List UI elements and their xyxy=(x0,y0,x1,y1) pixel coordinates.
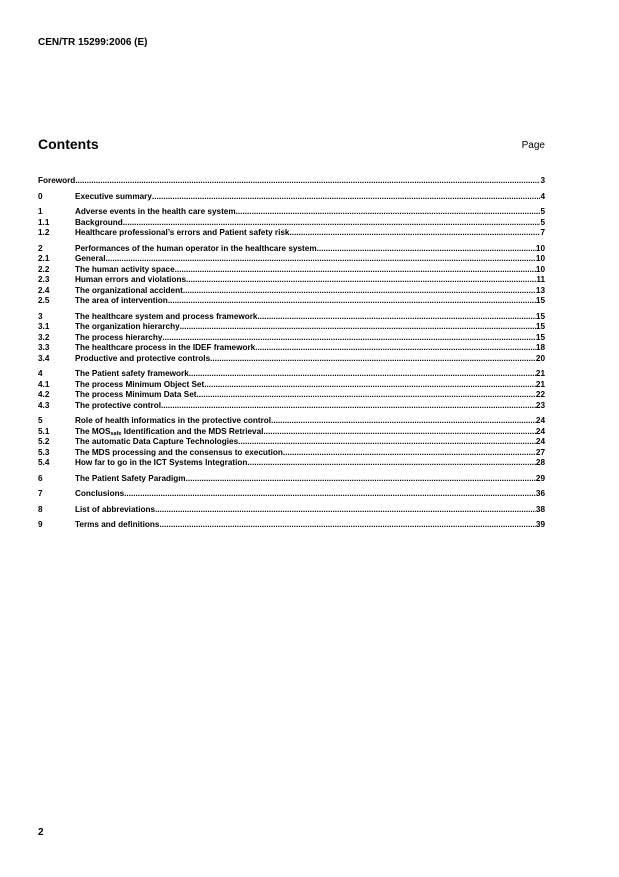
toc-entry-title-text: Background xyxy=(75,217,123,227)
toc-entry-number: 2.4 xyxy=(38,285,50,295)
toc-dot-leader xyxy=(186,474,536,485)
toc-dot-leader xyxy=(210,354,536,365)
toc-entry-title-text: The Patient safety framework xyxy=(75,369,189,378)
toc-entry[interactable] xyxy=(38,312,545,323)
toc-entry-title-text: List of abbreviations xyxy=(75,504,156,514)
toc-dot-leader xyxy=(155,505,536,516)
toc-entry[interactable] xyxy=(38,207,545,218)
toc-entry-title xyxy=(75,254,106,265)
toc-entry[interactable] xyxy=(38,296,545,307)
toc-entry-page: 13 xyxy=(535,285,545,295)
toc-entry[interactable] xyxy=(38,265,545,276)
toc-entry-title-text: The protective control xyxy=(75,400,161,410)
toc-dot-leader xyxy=(236,207,541,218)
document-header: CEN/TR 15299:2006 (E) xyxy=(38,37,148,48)
toc-dot-leader xyxy=(152,192,541,203)
toc-entry[interactable] xyxy=(38,458,545,469)
toc-entry-number: 3.2 xyxy=(38,332,50,342)
toc-entry-number: 2 xyxy=(38,243,43,253)
toc-dot-leader xyxy=(183,286,536,297)
toc-entry-title xyxy=(75,390,196,401)
toc-entry-title xyxy=(75,228,289,239)
toc-entry-page: 39 xyxy=(535,520,545,529)
toc-entry-number: 3.3 xyxy=(38,343,50,352)
toc-dot-leader xyxy=(247,458,535,469)
toc-dot-leader xyxy=(162,333,536,344)
toc-entry-page: 29 xyxy=(535,473,545,483)
toc-entry-title xyxy=(75,437,238,448)
toc-entry-page: 23 xyxy=(535,400,545,410)
toc-entry-title xyxy=(75,474,186,485)
toc-entry[interactable] xyxy=(38,520,545,531)
toc-entry[interactable] xyxy=(38,427,545,438)
toc-entry-number: 2.5 xyxy=(38,296,50,305)
toc-dot-leader xyxy=(75,176,540,187)
toc-entry-title-text: Role of health informatics in the protective control xyxy=(75,416,272,425)
toc-entry[interactable] xyxy=(38,254,545,265)
toc-entry[interactable] xyxy=(38,416,545,427)
toc-entry-number: 1 xyxy=(38,207,43,216)
toc-entry-title xyxy=(75,275,186,286)
toc-entry-title-text: The MDS processing and the consensus to execution xyxy=(75,447,283,457)
toc-entry[interactable] xyxy=(38,437,545,448)
toc-entry[interactable] xyxy=(38,390,545,401)
toc-entry[interactable] xyxy=(38,474,545,485)
toc-entry-number: 4.3 xyxy=(38,400,50,410)
toc-entry[interactable] xyxy=(38,218,545,229)
toc-entry-page: 24 xyxy=(535,416,545,425)
toc-entry[interactable] xyxy=(38,401,545,412)
page-number: 2 xyxy=(38,827,44,838)
toc-dot-leader xyxy=(255,343,536,354)
toc-entry-subscript: safe xyxy=(110,430,122,437)
table-of-contents xyxy=(38,176,545,531)
toc-dot-leader xyxy=(189,369,536,380)
toc-entry-number: 3.4 xyxy=(38,353,50,363)
toc-entry-title xyxy=(75,192,152,203)
toc-entry-title-text: The organizational accident xyxy=(75,285,183,295)
toc-entry-title-text: The organization hierarchy xyxy=(75,322,180,331)
toc-entry[interactable] xyxy=(38,505,545,516)
toc-entry-title-text: Executive summary xyxy=(75,191,152,201)
toc-entry-page: 20 xyxy=(535,353,545,363)
toc-entry-title xyxy=(75,448,283,459)
toc-entry-title-text: The process hierarchy xyxy=(75,332,163,342)
toc-dot-leader xyxy=(159,520,535,531)
toc-entry[interactable] xyxy=(38,228,545,239)
contents-title-row xyxy=(38,136,545,156)
toc-entry-title xyxy=(75,354,210,365)
toc-entry-page: 18 xyxy=(535,343,545,352)
toc-entry-number: 2.3 xyxy=(38,275,50,284)
toc-entry-title-text: General xyxy=(75,254,106,263)
toc-entry-page: 27 xyxy=(535,447,545,457)
toc-entry-title xyxy=(75,369,189,380)
toc-dot-leader xyxy=(106,254,536,265)
toc-entry-number: 6 xyxy=(38,473,43,483)
toc-dot-leader xyxy=(161,401,536,412)
toc-entry-page: 3 xyxy=(540,176,545,185)
toc-entry-title-text: The Patient Safety Paradigm xyxy=(75,473,186,483)
toc-entry-title-text: Productive and protective controls xyxy=(75,353,211,363)
toc-entry-title xyxy=(75,322,180,333)
toc-entry-number: 5.2 xyxy=(38,437,50,446)
toc-entry-title-text: Human errors and violations xyxy=(75,275,187,284)
toc-entry-number: 1.2 xyxy=(38,228,50,237)
toc-dot-leader xyxy=(175,265,536,276)
toc-dot-leader xyxy=(186,275,536,286)
toc-entry[interactable] xyxy=(38,244,545,255)
toc-entry-title-text: The area of intervention xyxy=(75,296,168,305)
toc-entry-title xyxy=(38,176,75,187)
toc-entry-title-text: The healthcare process in the IDEF framework xyxy=(75,343,256,352)
toc-entry-title-text: The process Minimum Object Set xyxy=(75,379,205,389)
toc-entry[interactable] xyxy=(38,380,545,391)
toc-entry-title xyxy=(75,218,123,229)
toc-entry-title xyxy=(75,505,155,516)
toc-entry-number: 3.1 xyxy=(38,322,50,331)
toc-entry[interactable] xyxy=(38,322,545,333)
toc-entry-title-text: The process Minimum Data Set xyxy=(75,390,197,399)
toc-entry-page: 5 xyxy=(540,207,545,216)
toc-entry[interactable] xyxy=(38,369,545,380)
toc-entry-page: 21 xyxy=(535,379,545,389)
toc-dot-leader xyxy=(123,218,541,229)
toc-dot-leader xyxy=(180,322,536,333)
toc-entry-page: 15 xyxy=(535,296,545,305)
toc-entry-number: 5.1 xyxy=(38,426,50,436)
toc-entry-page: 15 xyxy=(535,332,545,342)
toc-entry-page: 21 xyxy=(535,369,545,378)
toc-entry-number: 4 xyxy=(38,369,43,378)
toc-entry-title-text: The human activity space xyxy=(75,264,175,274)
toc-entry-title xyxy=(75,489,124,500)
contents-title: Contents xyxy=(38,136,99,152)
toc-entry-number: 5.3 xyxy=(38,447,50,457)
toc-entry-title xyxy=(75,333,162,344)
toc-entry-title xyxy=(75,343,255,354)
toc-entry-title-text: Terms and definitions xyxy=(75,520,160,529)
toc-entry-page: 38 xyxy=(535,504,545,514)
toc-entry-page: 5 xyxy=(540,217,545,227)
toc-entry-number: 4.1 xyxy=(38,379,50,389)
toc-entry-page: 36 xyxy=(535,489,545,498)
toc-entry[interactable] xyxy=(38,489,545,500)
toc-entry-title-text: The healthcare system and process framework xyxy=(75,311,258,321)
toc-entry-title xyxy=(75,286,183,297)
toc-entry-title-text: The MOS xyxy=(75,426,111,436)
toc-entry-number: 1.1 xyxy=(38,217,50,227)
toc-entry-page: 7 xyxy=(540,228,545,237)
toc-entry[interactable] xyxy=(38,333,545,344)
toc-entry-number: 7 xyxy=(38,489,43,498)
toc-entry[interactable] xyxy=(38,176,545,187)
toc-entry-title-text-continued: Identification and the MDS Retrieval xyxy=(121,426,264,436)
toc-entry-page: 24 xyxy=(535,437,545,446)
toc-entry-number: 2.2 xyxy=(38,264,50,274)
toc-entry-number: 4.2 xyxy=(38,390,50,399)
toc-entry-title-text: Performances of the human operator in the healthcare system xyxy=(75,243,317,253)
toc-entry-page: 10 xyxy=(535,243,545,253)
toc-dot-leader xyxy=(289,228,540,239)
toc-entry[interactable] xyxy=(38,448,545,459)
toc-entry-title xyxy=(75,244,317,255)
toc-entry-title xyxy=(75,520,159,531)
toc-entry-number: 0 xyxy=(38,191,43,201)
toc-entry-page: 22 xyxy=(535,390,545,399)
toc-dot-leader xyxy=(168,296,536,307)
toc-entry-title-text: Conclusions xyxy=(75,489,125,498)
toc-entry-page: 24 xyxy=(535,426,545,436)
toc-entry-title-text: Healthcare professional’s errors and Patient safety risk xyxy=(75,228,290,237)
toc-entry-title xyxy=(75,312,257,323)
toc-dot-leader xyxy=(271,416,536,427)
toc-entry-title xyxy=(75,207,236,218)
toc-entry[interactable] xyxy=(38,192,545,203)
page-column-label: Page xyxy=(521,140,545,151)
toc-dot-leader xyxy=(196,390,535,401)
toc-dot-leader xyxy=(204,380,536,391)
toc-entry-page: 15 xyxy=(535,322,545,331)
toc-entry-title-text: Adverse events in the health care system xyxy=(75,207,236,216)
toc-entry-page: 28 xyxy=(535,458,545,467)
toc-entry-title xyxy=(75,401,161,412)
toc-entry-title-text: How far to go in the ICT Systems Integration xyxy=(75,458,248,467)
toc-dot-leader xyxy=(238,437,536,448)
toc-dot-leader xyxy=(124,489,536,500)
toc-entry[interactable] xyxy=(38,354,545,365)
toc-dot-leader xyxy=(257,312,535,323)
toc-entry-title-text: Foreword xyxy=(38,176,76,185)
toc-entry-title xyxy=(75,458,247,469)
toc-entry-title xyxy=(75,380,204,391)
toc-entry[interactable] xyxy=(38,286,545,297)
toc-entry-number: 8 xyxy=(38,504,43,514)
toc-entry-title xyxy=(75,296,168,307)
toc-entry-number: 5.4 xyxy=(38,458,50,467)
toc-dot-leader xyxy=(317,244,536,255)
toc-entry-page: 10 xyxy=(535,254,545,263)
toc-entry-number: 3 xyxy=(38,311,43,321)
toc-entry-page: 15 xyxy=(535,311,545,321)
toc-entry-number: 2.1 xyxy=(38,254,50,263)
toc-entry[interactable] xyxy=(38,343,545,354)
toc-entry-number: 5 xyxy=(38,416,43,425)
toc-dot-leader xyxy=(283,448,536,459)
toc-entry-number: 9 xyxy=(38,520,43,529)
toc-entry-page: 10 xyxy=(535,264,545,274)
toc-entry-title-text: The automatic Data Capture Technologies xyxy=(75,437,239,446)
toc-entry-title xyxy=(75,416,271,427)
toc-entry[interactable] xyxy=(38,275,545,286)
toc-entry-page: 11 xyxy=(536,275,545,284)
toc-entry-title xyxy=(75,265,175,276)
toc-dot-leader xyxy=(263,427,535,438)
toc-entry-page: 4 xyxy=(540,191,545,201)
